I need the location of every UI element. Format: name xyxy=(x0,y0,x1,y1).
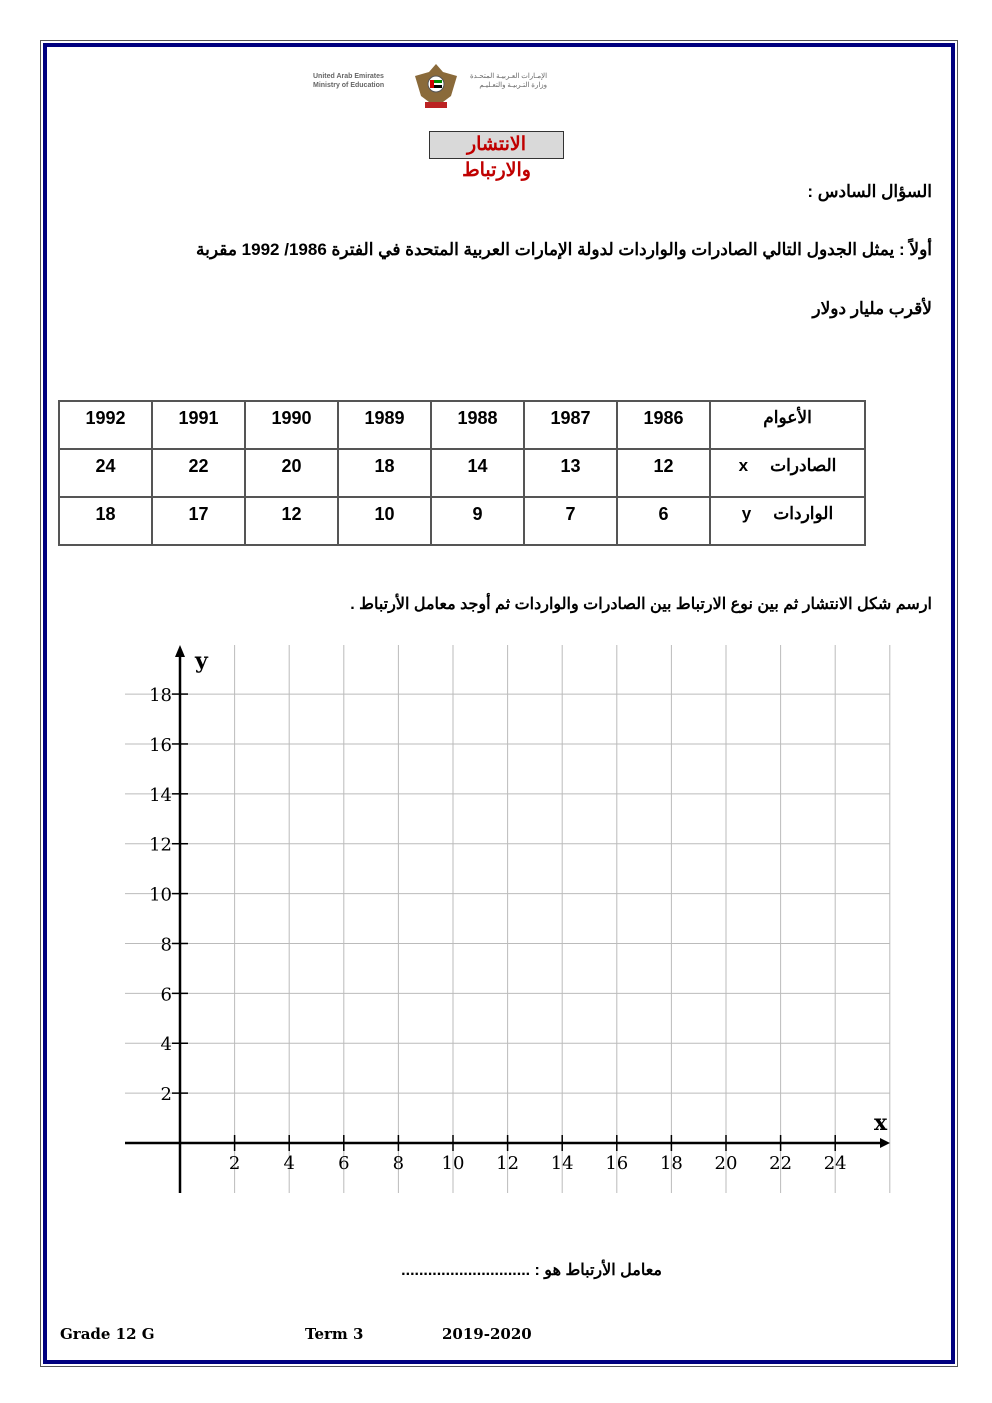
ministry-en-line2: Ministry of Education xyxy=(313,82,385,89)
x-tick-label: 10 xyxy=(441,1153,465,1174)
x-tick-label: 16 xyxy=(605,1153,629,1174)
year-cell: 1990 xyxy=(245,401,338,449)
footer-term: Term 3 xyxy=(305,1325,364,1343)
export-cell: 20 xyxy=(245,449,338,497)
y-axis-label: y xyxy=(195,648,208,674)
year-cell: 1987 xyxy=(524,401,617,449)
year-cell: 1986 xyxy=(617,401,710,449)
import-cell: 12 xyxy=(245,497,338,545)
x-tick-label: 4 xyxy=(283,1153,295,1174)
year-cell: 1992 xyxy=(59,401,152,449)
export-cell: 13 xyxy=(524,449,617,497)
x-tick-label: 22 xyxy=(769,1153,793,1174)
y-tick-label: 16 xyxy=(149,734,172,756)
import-cell: 10 xyxy=(338,497,431,545)
question-text-line2: لأقرب مليار دولار xyxy=(812,299,932,318)
x-tick-label: 12 xyxy=(496,1153,520,1174)
export-cell: 12 xyxy=(617,449,710,497)
instruction-text: ارسم شكل الانتشار ثم بين نوع الارتباط بين الصادرات والواردات ثم أوجد معامل الأرتباط . xyxy=(350,596,932,613)
x-tick-label: 14 xyxy=(550,1153,574,1174)
y-tick-label: 8 xyxy=(160,934,172,956)
exports-label: الصادرات xyxy=(770,456,837,475)
page-title: الانتشار والارتباط xyxy=(429,131,564,159)
year-cell: 1991 xyxy=(152,401,245,449)
year-cell: 1988 xyxy=(431,401,524,449)
x-tick-label: 2 xyxy=(228,1153,241,1174)
years-header: الأعوام xyxy=(710,401,865,449)
export-cell: 14 xyxy=(431,449,524,497)
correlation-answer-prompt: معامل الأرتباط هو : ............................. xyxy=(401,1262,662,1279)
import-cell: 17 xyxy=(152,497,245,545)
exports-variable: x xyxy=(738,456,749,475)
ministry-en-line1: United Arab Emirates xyxy=(313,73,384,80)
y-tick-label: 14 xyxy=(149,784,172,806)
import-cell: 7 xyxy=(524,497,617,545)
import-cell: 9 xyxy=(431,497,524,545)
y-tick-label: 12 xyxy=(149,834,172,856)
x-axis-arrow-icon xyxy=(880,1138,890,1148)
x-tick-label: 24 xyxy=(823,1153,847,1174)
import-cell: 18 xyxy=(59,497,152,545)
ministry-ar-line2: وزارة التـربيـة والتعـليـم xyxy=(479,82,548,89)
export-cell: 24 xyxy=(59,449,152,497)
year-cell: 1989 xyxy=(338,401,431,449)
footer-grade: Grade 12 G xyxy=(60,1325,155,1343)
x-tick-label: 6 xyxy=(338,1153,350,1174)
y-tick-label: 18 xyxy=(149,685,172,707)
question-text-line1: أولاً : يمثل الجدول التالي الصادرات والواردات لدولة الإمارات العربية المتحدة في الفترة 1986/ 1992 مقربة xyxy=(196,240,932,259)
import-cell: 6 xyxy=(617,497,710,545)
y-axis-arrow-icon xyxy=(175,645,185,657)
imports-variable: y xyxy=(741,504,752,523)
imports-label: الواردات xyxy=(773,504,834,523)
question-heading: السؤال السادس : xyxy=(807,182,932,201)
export-cell: 18 xyxy=(338,449,431,497)
y-tick-label: 10 xyxy=(149,884,172,906)
x-tick-label: 20 xyxy=(714,1153,738,1174)
ministry-ar-line1: الإمـارات العـربيـة المتحـدة xyxy=(470,73,548,80)
x-tick-label: 18 xyxy=(659,1153,683,1174)
footer-year: 2019-2020 xyxy=(442,1325,532,1343)
y-tick-label: 6 xyxy=(160,984,172,1006)
y-tick-label: 4 xyxy=(160,1034,172,1056)
y-tick-label: 2 xyxy=(160,1084,172,1106)
export-cell: 22 xyxy=(152,449,245,497)
x-axis-label: x xyxy=(874,1110,888,1136)
x-tick-label: 8 xyxy=(392,1153,405,1174)
